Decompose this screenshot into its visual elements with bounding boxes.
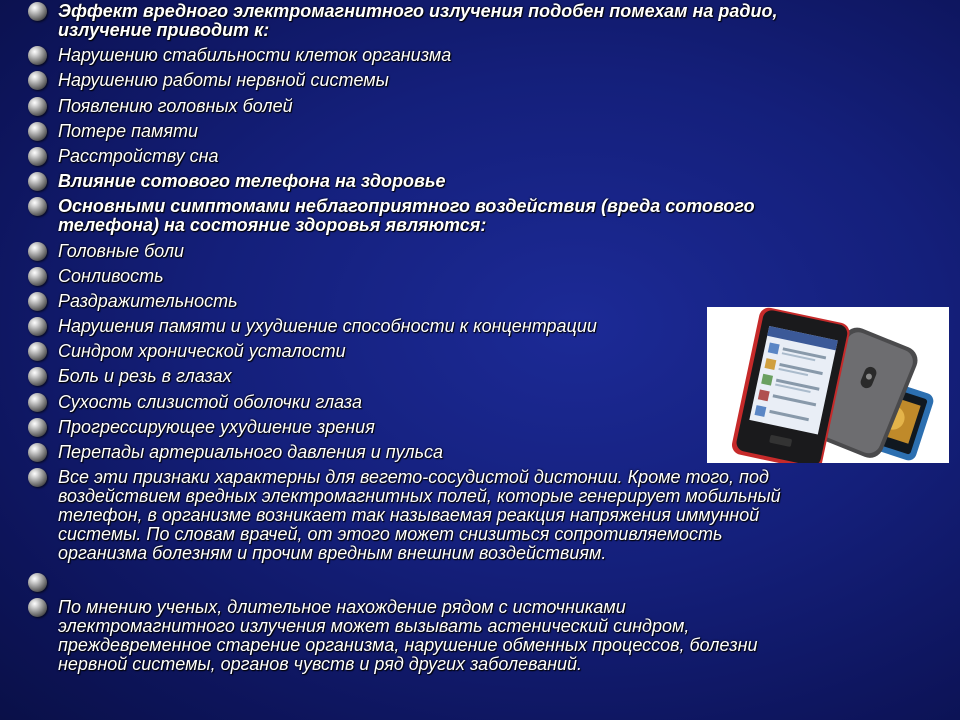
bullet-text: Основными симптомами неблагоприятного воздействия (вреда сотового телефона) на состояние здоровья являются: — [58, 196, 755, 236]
bullet-item — [26, 122, 926, 141]
bullet-icon — [28, 393, 47, 412]
bullet-icon — [28, 267, 47, 286]
bullet-text: Головные боли — [58, 240, 185, 261]
bullet-icon — [28, 443, 47, 462]
bullet-icon — [28, 342, 47, 361]
bullet-item — [26, 267, 926, 286]
bullet-item — [26, 598, 938, 674]
bullet-icon — [28, 468, 47, 487]
bullet-text: Влияние сотового телефона на здоровье — [58, 171, 446, 192]
bullet-icon — [28, 71, 47, 90]
bullet-text: Появлению головных болей — [58, 95, 293, 116]
bullet-text: Нарушения памяти и ухудшение способности к концентрации — [58, 316, 597, 337]
mobile-phones-photo — [707, 307, 949, 463]
bullet-item — [26, 393, 738, 412]
bullet-icon — [28, 598, 47, 617]
bullet-icon — [28, 172, 47, 191]
bullet-icon — [28, 147, 47, 166]
bullet-text: Синдром хронической усталости — [58, 341, 346, 362]
bullet-item — [26, 317, 738, 336]
bullet-text: По мнению ученых, длительное нахождение рядом с источниками электромагнитного излучения может вызывать астенический синдром, преждевременное старение организма, нарушение обменных процессов, болезни нервной системы, органов чувств и ряд других заболеваний. — [58, 597, 758, 675]
bullet-item-empty — [26, 573, 926, 592]
bullet-text: Нарушению работы нервной системы — [58, 70, 389, 91]
bullet-item — [26, 2, 926, 40]
bullet-icon — [28, 317, 47, 336]
bullet-icon — [28, 367, 47, 386]
bullet-icon — [28, 292, 47, 311]
bullet-item — [26, 342, 738, 361]
bullet-item — [26, 242, 926, 261]
bullet-text: Эффект вредного электромагнитного излучения подобен помехам на радио, излучение приводит к: — [58, 1, 778, 40]
bullet-text: Перепады артериального давления и пульса — [58, 442, 444, 462]
bullet-item — [26, 71, 926, 90]
bullet-icon — [28, 2, 47, 21]
bullet-text: Сухость слизистой оболочки глаза — [58, 391, 362, 412]
bullet-icon — [28, 573, 47, 592]
bullet-text: Раздражительность — [58, 290, 238, 311]
bullet-text: Расстройству сна — [58, 145, 219, 166]
bullet-item — [26, 367, 738, 386]
bullet-icon — [28, 122, 47, 141]
bullet-item — [26, 292, 738, 311]
bullet-icon — [28, 197, 47, 216]
bullet-item — [26, 97, 926, 116]
bullet-text: Все эти признаки характерны для вегето-сосудистой дистонии. Кроме того, под воздействием вредных электромагнитных полей, которые генерирует мобильный телефон, в организме возникает так называемая реакция напряжения иммунной системы. По словам врачей, от этого может снизиться сопротивляемость организма болезням и прочим вредным внешним воздействиям. — [58, 467, 781, 564]
bullet-text: Нарушению стабильности клеток организма — [58, 45, 452, 66]
bullet-icon — [28, 242, 47, 261]
bullet-item — [26, 172, 926, 191]
bullet-item — [26, 147, 926, 166]
bullet-item — [26, 46, 926, 65]
bullet-item — [26, 468, 938, 563]
bullet-item — [26, 418, 738, 437]
bullet-item — [26, 197, 926, 235]
bullet-text: Сонливость — [58, 265, 164, 286]
bullet-text: Боль и резь в глазах — [58, 366, 232, 387]
bullet-text: Потере памяти — [58, 120, 198, 141]
bullet-text: Прогрессирующее ухудшение зрения — [58, 416, 375, 437]
phones-illustration — [707, 307, 949, 463]
bullet-item — [26, 443, 738, 462]
bullet-icon — [28, 418, 47, 437]
bullet-icon — [28, 46, 47, 65]
bullet-icon — [28, 97, 47, 116]
